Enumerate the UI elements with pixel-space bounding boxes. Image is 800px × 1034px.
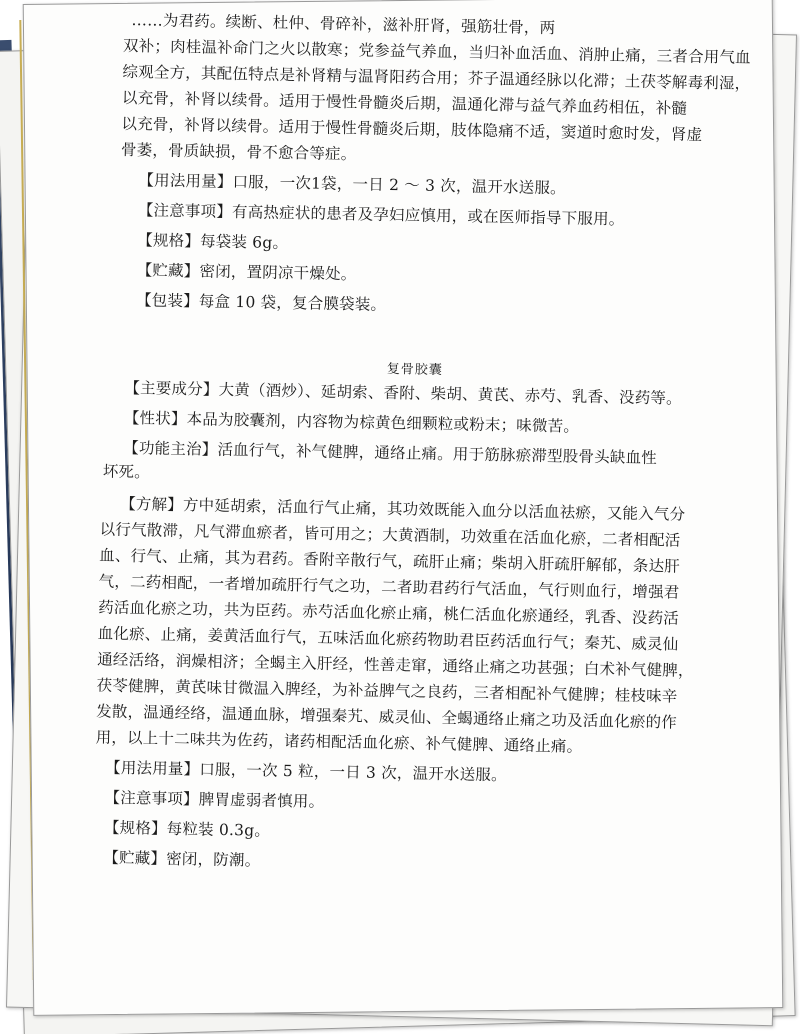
text-line: 以充骨，补肾以续骨。适用于慢性骨髓炎后期，肢体隐痛不适，窦道时愈时发，肾虚 — [121, 114, 703, 144]
item-text: 密闭，置阴凉干燥处。 — [199, 262, 357, 284]
character-item — [123, 408, 580, 436]
item-label: 【贮藏】 — [103, 848, 167, 868]
item-text: 活血行气，补气健脾，通络止痛。用于筋脉瘀滞型股骨头缺血性 — [217, 440, 658, 468]
text-fragment: ……为君药。续断、杜仲、骨碎补，滋补肝肾，强筋壮骨，两 — [131, 11, 556, 38]
storage-item — [103, 848, 261, 870]
formula-line: 发散，温通经络，温通血脉，增强秦艽、威灵仙、全蝎通络止痛之功及活血化瘀的作 — [96, 702, 678, 732]
spec-item — [137, 233, 288, 251]
item-label: 【贮藏】 — [136, 261, 200, 281]
text-line: 双补；肉桂温补命门之火以散寒；党参益气养血，当归补血活血、消肿止痛，三者合用气血 — [122, 36, 752, 67]
storage-item — [136, 263, 356, 283]
spec-item — [103, 818, 271, 840]
formula-line: 气，二药相配，一者增加疏肝行气之功，二者助君药行气活血，气行则血行，增强君 — [98, 572, 680, 602]
item-label: 【规格】 — [137, 231, 201, 251]
item-text: 每粒装 0.3g。 — [166, 819, 271, 840]
formula-line: 血化瘀、止痛，姜黄活血行气，五味活血化瘀药物助君臣药活血行气；秦艽、威灵仙 — [97, 624, 679, 654]
item-text: 有高热症状的患者及孕妇应慎用，或在医师指导下服用。 — [231, 202, 625, 229]
item-text: 口服，一次 5 粒，一日 3 次，温开水送服。 — [199, 760, 507, 785]
item-text: 本品为胶囊剂，内容物为棕黄色细颗粒或粉末；味微苦。 — [186, 410, 580, 436]
text-line: 综观全方，其配伍特点是补肾精与温肾阳药合用；芥子温通经脉以化滞；土茯苓解毒利湿， — [122, 62, 751, 93]
composition-item — [124, 378, 682, 408]
item-label: 【用法用量】 — [138, 171, 233, 191]
formula-line: 以行气散滞，凡气滞血瘀者，皆可用之；大黄酒制，功效重在活血化瘀，二者相配活 — [99, 520, 681, 550]
item-text: 脾胃虚弱者慎用。 — [198, 790, 325, 811]
item-text: 每袋装 6g。 — [199, 232, 289, 253]
item-label: 【性状】 — [123, 408, 187, 429]
usage-item — [104, 758, 507, 785]
formula-line: 茯苓健脾，黄芪味甘微温入脾经，为补益脾气之良药，三者相配补气健脾；桂枝味辛 — [96, 676, 678, 706]
item-text: 口服，一次1袋，一日 2 ～ 3 次，温开水送服。 — [232, 172, 566, 198]
item-text: 大黄（酒炒）、延胡索、香附、柴胡、黄芪、赤芍、乳香、没药等。 — [218, 380, 682, 408]
product-title: 复骨胶囊 — [386, 361, 443, 379]
function-item-continuation: 坏死。 — [102, 462, 151, 482]
text-line: 以充骨，补肾以续骨。适用于慢性骨髓炎后期，温通化滞与益气养血药相伍，补髓 — [121, 88, 688, 118]
item-label: 【包装】 — [135, 291, 200, 311]
item-label: 【规格】 — [103, 818, 167, 838]
page-text — [23, 5, 772, 1016]
usage-item — [138, 173, 566, 197]
item-label: 【注意事项】 — [137, 201, 233, 221]
item-label: 【主要成分】 — [124, 378, 219, 399]
text-line — [131, 13, 555, 37]
item-label: 【功能主治】 — [123, 438, 218, 459]
item-text: 密闭，防潮。 — [166, 849, 261, 870]
formula-line: 药活血化瘀之功，共为臣药。赤芍活血化瘀止痛，桃仁活血化瘀通经，乳香、没药活 — [98, 598, 680, 628]
caution-item — [104, 788, 325, 811]
document-page — [23, 0, 784, 1016]
formula-line: 用，以上十二味共为佐药，诸药相配活血化瘀、补气健脾、通络止痛。 — [95, 728, 583, 756]
item-label: 【用法用量】 — [104, 758, 200, 779]
formula-line: 血、行气、止痛，其为君药。香附辛散行气，疏肝止痛；柴胡入肝疏肝解郁，条达肝 — [99, 546, 681, 576]
function-item — [123, 438, 658, 468]
caution-item — [138, 203, 625, 228]
item-label: 【注意事项】 — [104, 788, 199, 809]
formula-line: 【方解】方中延胡索，活血行气止痛，其功效既能入血分以活血祛瘀，又能入气分 — [119, 494, 686, 524]
formula-line: 通经活络，润燥相济；全蝎主入肝经，性善走窜，通络止痛之功甚强；白术补气健脾， — [97, 650, 694, 680]
text-line: 骨萎，骨质缺损，骨不愈合等症。 — [120, 140, 357, 164]
package-item — [136, 293, 386, 313]
item-text: 每盒 10 袋，复合膜袋装。 — [198, 292, 387, 314]
